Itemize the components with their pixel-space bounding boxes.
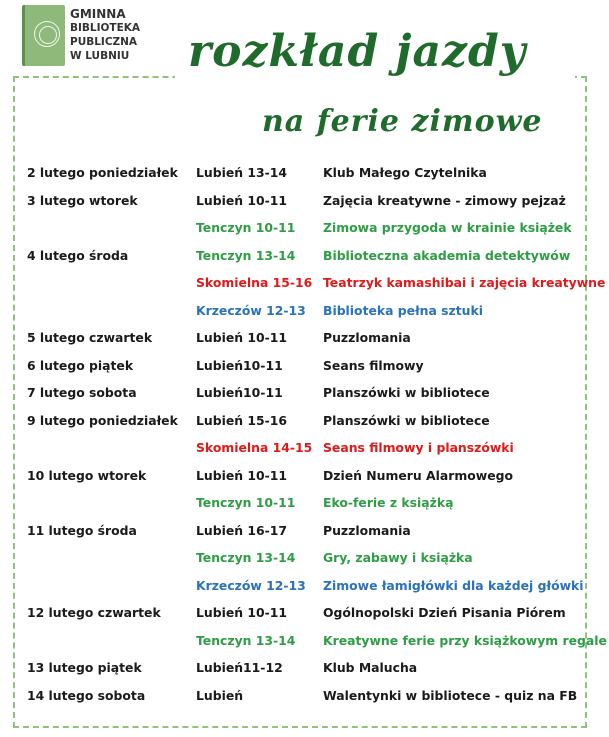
row-place-time: Lubień 10-11: [196, 192, 287, 208]
row-date: 10 lutego wtorek: [27, 467, 147, 483]
schedule-row: [0, 601, 609, 625]
row-place-time: Lubień 15-16: [196, 412, 287, 428]
row-date: 7 lutego sobota: [27, 385, 137, 400]
schedule-row: [0, 491, 609, 515]
row-place-time: Lubień10-11: [196, 357, 283, 373]
row-event: Teatrzyk kamashibai i zajęcia kreatywne: [323, 275, 606, 290]
row-event: Planszówki w bibliotece: [323, 412, 490, 428]
row-place-time: Lubień 10-11: [196, 605, 287, 620]
schedule-row: [0, 409, 609, 433]
row-date: 13 lutego piątek: [27, 660, 142, 675]
schedule-row: [0, 629, 609, 653]
row-event: Ogólnopolski Dzień Pisania Piórem: [323, 605, 566, 620]
row-place-time: Tenczyn 13-14: [196, 550, 296, 565]
row-event: Zimowe łamigłówki dla każdej główki: [323, 577, 584, 593]
row-event: Planszówki w bibliotece: [323, 385, 490, 400]
library-name-line: W LUBNIU: [70, 50, 130, 62]
schedule-row: [0, 436, 609, 460]
row-date: 6 lutego piątek: [27, 357, 134, 373]
row-event: Zajęcia kreatywne - zimowy pejzaż: [323, 192, 566, 208]
row-place-time: Tenczyn 13-14: [196, 632, 296, 648]
row-event: Biblioteczna akademia detektywów: [323, 247, 571, 263]
book-icon: [22, 5, 65, 66]
row-place-time: Lubień: [196, 687, 244, 703]
schedule-row: [0, 299, 609, 323]
row-place-time: Skomielna 15-16: [196, 275, 313, 290]
library-logo: [22, 5, 152, 67]
schedule-row: [0, 189, 609, 213]
schedule-row: [0, 354, 609, 378]
row-event: Puzzlomania: [323, 330, 411, 345]
row-place-time: Tenczyn 10-11: [196, 495, 296, 510]
schedule-row: [0, 381, 609, 405]
row-event: Puzzlomania: [323, 522, 411, 538]
schedule-row: [0, 464, 609, 488]
row-event: Zimowa przygoda w krainie książek: [323, 220, 572, 235]
library-name-line: PUBLICZNA: [70, 36, 138, 48]
schedule-row: [0, 519, 609, 543]
schedule-row: [0, 161, 609, 185]
row-event: Biblioteka pełna sztuki: [323, 302, 483, 318]
schedule-row: [0, 244, 609, 268]
schedule-row: [0, 546, 609, 570]
row-event: Klub Malucha: [323, 660, 418, 675]
row-place-time: Krzeczów 12-13: [196, 302, 306, 318]
row-event: Klub Małego Czytelnika: [323, 165, 487, 180]
library-name: [70, 7, 160, 63]
schedule-row: [0, 684, 609, 708]
schedule-row: [0, 216, 609, 240]
row-event: Gry, zabawy i książka: [323, 550, 473, 565]
row-place-time: Tenczyn 10-11: [196, 220, 296, 235]
row-place-time: Lubień11-12: [196, 660, 283, 675]
row-place-time: Lubień 10-11: [196, 467, 287, 483]
row-event: Kreatywne ferie przy książkowym regale: [323, 632, 607, 648]
row-date: 3 lutego wtorek: [27, 192, 138, 208]
seal-icon: [34, 21, 60, 47]
row-date: 14 lutego sobota: [27, 687, 146, 703]
row-place-time: Lubień10-11: [196, 385, 283, 400]
row-event: Eko-ferie z książką: [323, 495, 454, 510]
schedule-row: [0, 656, 609, 680]
row-place-time: Lubień 10-11: [196, 330, 287, 345]
row-place-time: Tenczyn 13-14: [196, 247, 296, 263]
row-place-time: Lubień 13-14: [196, 165, 287, 180]
row-event: Seans filmowy i planszówki: [323, 440, 514, 455]
row-place-time: Lubień 16-17: [196, 522, 287, 538]
schedule-row: [0, 574, 609, 598]
row-date: 12 lutego czwartek: [27, 605, 161, 620]
page-title: rozkład jazdy: [188, 26, 527, 77]
row-event: Dzień Numeru Alarmowego: [323, 467, 513, 483]
schedule-row: [0, 326, 609, 350]
row-date: 9 lutego poniedziałek: [27, 412, 178, 428]
row-place-time: Krzeczów 12-13: [196, 577, 306, 593]
library-name-line: GMINNA: [70, 7, 126, 21]
row-date: 2 lutego poniedziałek: [27, 165, 178, 180]
library-name-line: BIBLIOTEKA: [70, 22, 141, 34]
row-event: Seans filmowy: [323, 357, 424, 373]
row-date: 11 lutego środa: [27, 522, 137, 538]
schedule-row: [0, 271, 609, 295]
page-subtitle: na ferie zimowe: [262, 104, 543, 139]
row-event: Walentynki w bibliotece - quiz na FB: [323, 687, 578, 703]
row-date: 5 lutego czwartek: [27, 330, 153, 345]
row-date: 4 lutego środa: [27, 247, 129, 263]
row-place-time: Skomielna 14-15: [196, 440, 313, 455]
